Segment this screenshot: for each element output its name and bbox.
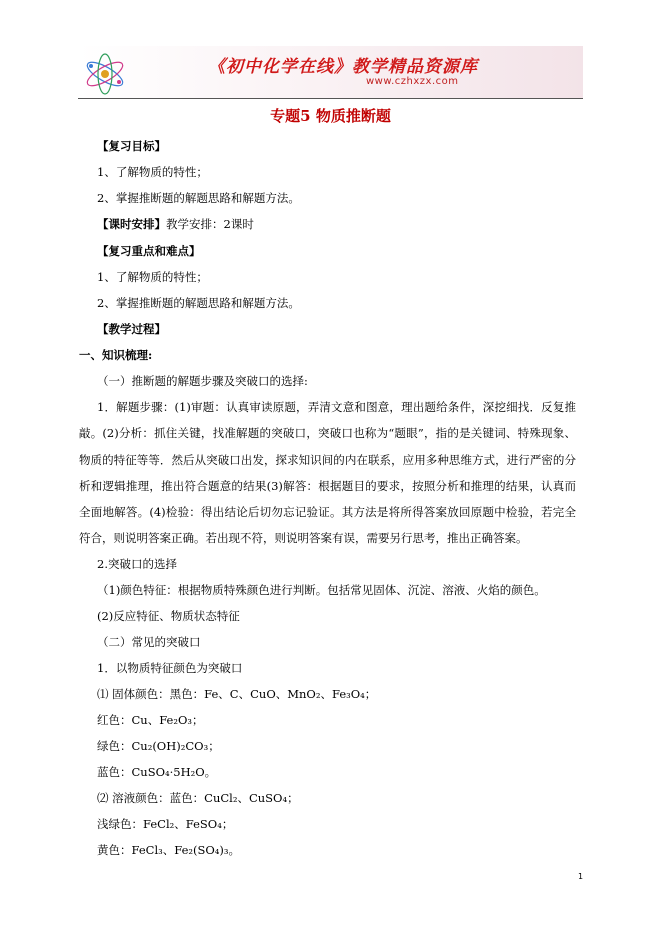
solid-colors-blue: 蓝色：CuSO₄·5H₂O。 bbox=[97, 765, 217, 779]
schedule-value: 教学安排：2课时 bbox=[166, 217, 254, 231]
schedule-label: 【课时安排】 bbox=[97, 217, 166, 231]
common-breakthrough-heading: （二）常见的突破口 bbox=[97, 635, 201, 649]
reaction-feature-line: (2)反应特征、物质状态特征 bbox=[97, 609, 240, 623]
section-key-points: 【复习重点和难点】 bbox=[97, 244, 201, 258]
goal-1: 1、了解物质的特性； bbox=[97, 165, 208, 179]
schedule-line bbox=[97, 216, 254, 232]
color-feature-line: （1)颜色特征：根据物质特殊颜色进行判断。包括常见固体、沉淀、溶液、火焰的颜色。 bbox=[97, 583, 546, 597]
solving-steps-paragraph: 1．解题步骤：(1)审题：认真审读原题，弄清文意和图意，理出题给条件，深挖细找．反复推敲。(2)分析：抓住关键，找准解题的突破口，突破口也称为“题眼”，指的是关键词、特殊现象、物质的特征等等．然后从突破口出发，探求知识间的内在联系，应用多种思维方式，进行严密的分析和逻辑推理，推出符合题意的结果(3)解答：根据题目的要求，按照分析和推理的结果，认真而全面地解答。(4)检验：得出结论后切勿忘记验证。其方法是将所得答案放回原题中检验，若完全符合，则说明答案正确。若出现不符，则说明答案有误，需要另行思考，推出正确答案。 bbox=[79, 400, 576, 546]
banner-title: 《初中化学在线》教学精品资源库 bbox=[208, 57, 478, 77]
breakthrough-heading: 2.突破口的选择 bbox=[97, 557, 177, 571]
banner-url[interactable]: www.czhxzx.com bbox=[366, 76, 459, 87]
page-number: 1 bbox=[578, 872, 584, 881]
section-teaching-process: 【教学过程】 bbox=[97, 322, 166, 336]
page-title: 专题5 物质推断题 bbox=[270, 107, 391, 125]
section-review-goals: 【复习目标】 bbox=[97, 139, 166, 153]
key-point-1: 1、了解物质的特性； bbox=[97, 270, 208, 284]
subheading-steps: （一）推断题的解题步骤及突破口的选择: bbox=[97, 374, 308, 388]
solution-colors-light-green: 浅绿色：FeCl₂、FeSO₄； bbox=[97, 817, 234, 831]
atom-logo-icon bbox=[82, 52, 128, 96]
solution-colors-yellow: 黄色：FeCl₃、Fe₂(SO₄)₃。 bbox=[97, 843, 241, 857]
heading-knowledge: 一、知识梳理: bbox=[79, 348, 153, 362]
key-point-2: 2、掌握推断题的解题思路和解题方法。 bbox=[97, 296, 300, 310]
solid-colors-green: 绿色：Cu₂(OH)₂CO₃； bbox=[97, 739, 220, 753]
goal-2: 2、掌握推断题的解题思路和解题方法。 bbox=[97, 191, 300, 205]
solid-colors-red: 红色：Cu、Fe₂O₃； bbox=[97, 713, 204, 727]
solution-colors-blue: ⑵ 溶液颜色：蓝色：CuCl₂、CuSO₄； bbox=[97, 791, 299, 805]
header-banner bbox=[78, 46, 583, 99]
color-breakthrough-heading: 1．以物质特征颜色为突破口 bbox=[97, 661, 243, 675]
solid-colors-black: ⑴ 固体颜色：黑色：Fe、C、CuO、MnO₂、Fe₃O₄； bbox=[97, 687, 377, 701]
